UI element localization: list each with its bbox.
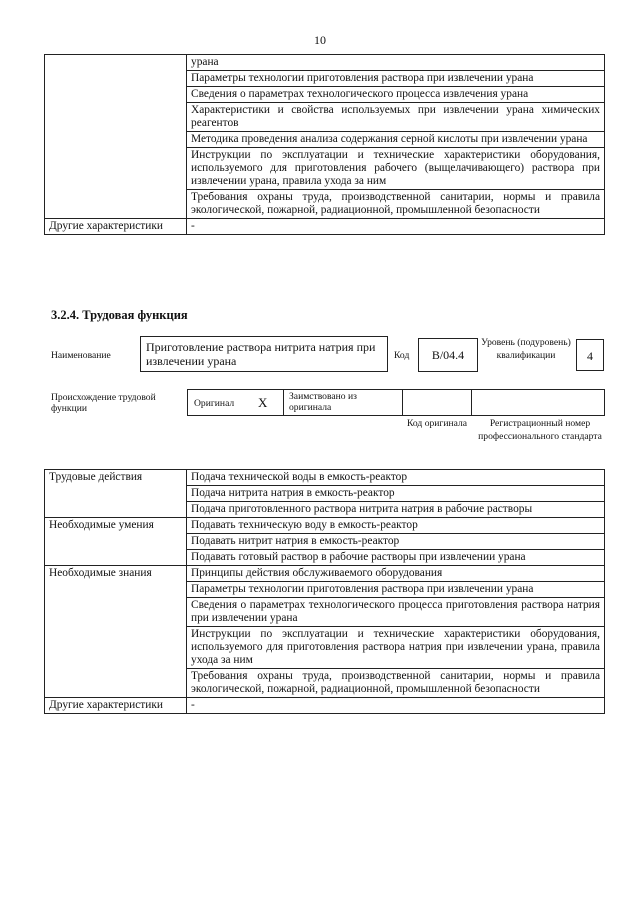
- original-label: Оригинал: [194, 398, 235, 409]
- empty-label-cell: [45, 55, 187, 219]
- knowledge-item: Требования охраны труда, производственной санитарии, нормы и правила экологической, пожарной, радиационной, промышленной безопасности: [187, 669, 605, 698]
- section-title: 3.2.4. Трудовая функция: [51, 308, 188, 322]
- knowledge-item: Требования охраны труда, производственной санитарии, нормы и правила экологической, пожарной, радиационной, промышленной безопасности: [187, 190, 605, 219]
- original-mark: X: [258, 395, 268, 410]
- labor-action-item: Подача технической воды в емкость-реактор: [187, 470, 605, 486]
- labor-function-table: [44, 469, 605, 714]
- knowledge-item: Инструкции по эксплуатации и технические характеристики оборудования, используемого для приготовления рабочего (выщелачивающего) раствора при извлечении урана, правила ухода за ним: [187, 148, 605, 190]
- knowledge-table-continued: [44, 54, 605, 235]
- code-value: B/04.4: [418, 338, 478, 372]
- knowledge-item: Параметры технологии приготовления раствора при извлечении урана: [187, 71, 605, 87]
- labor-action-item: Подача приготовленного раствора нитрита натрия в рабочие растворы: [187, 502, 605, 518]
- knowledge-item: Принципы действия обслуживаемого оборудования: [187, 566, 605, 582]
- page-number: 10: [314, 33, 326, 47]
- level-value: 4: [576, 339, 604, 371]
- name-label: Наименование: [51, 350, 111, 361]
- skill-item: Подавать готовый раствор в рабочие растворы при извлечении урана: [187, 550, 605, 566]
- skill-item: Подавать нитрит натрия в емкость-реактор: [187, 534, 605, 550]
- origin-row: [187, 389, 605, 416]
- borrowed-label: Заимствовано из оригинала: [289, 391, 357, 413]
- origin-label: Происхождение трудовой функции: [51, 392, 156, 414]
- knowledge-item: Характеристики и свойства используемых при извлечении урана химических реагентов: [187, 103, 605, 132]
- code-label: Код: [394, 350, 410, 361]
- labor-action-item: Подача нитрита натрия в емкость-реактор: [187, 486, 605, 502]
- divider: [402, 390, 403, 415]
- labor-actions-label: Трудовые действия: [45, 470, 187, 518]
- knowledge-item: Параметры технологии приготовления раствора при извлечении урана: [187, 582, 605, 598]
- knowledge-item: Сведения о параметрах технологического процесса приготовления раствора натрия при извлечении урана: [187, 598, 605, 627]
- reg-number-label: Регистрационный номер профессионального стандарта: [478, 418, 602, 442]
- divider: [471, 390, 472, 415]
- knowledge-item: Сведения о параметрах технологического процесса извлечения урана: [187, 87, 605, 103]
- skill-item: Подавать техническую воду в емкость-реактор: [187, 518, 605, 534]
- code-original-label: Код оригинала: [406, 418, 468, 429]
- other-characteristics-value: -: [187, 219, 605, 235]
- level-label: Уровень (подуровень) квалификации: [481, 337, 571, 361]
- other-characteristics-label: Другие характеристики: [45, 698, 187, 714]
- other-characteristics-value: -: [187, 698, 605, 714]
- divider: [283, 390, 284, 415]
- knowledge-item: урана: [187, 55, 605, 71]
- knowledge-item: Методика проведения анализа содержания серной кислоты при извлечении урана: [187, 132, 605, 148]
- knowledge-item: Инструкции по эксплуатации и технические характеристики оборудования, используемого для приготовления раствора натрия при извлечении урана, правила ухода за ним: [187, 627, 605, 669]
- function-name-value: Приготовление раствора нитрита натрия при извлечении урана: [140, 336, 388, 372]
- required-skills-label: Необходимые умения: [45, 518, 187, 566]
- required-knowledge-label: Необходимые знания: [45, 566, 187, 698]
- other-characteristics-label: Другие характеристики: [45, 219, 187, 235]
